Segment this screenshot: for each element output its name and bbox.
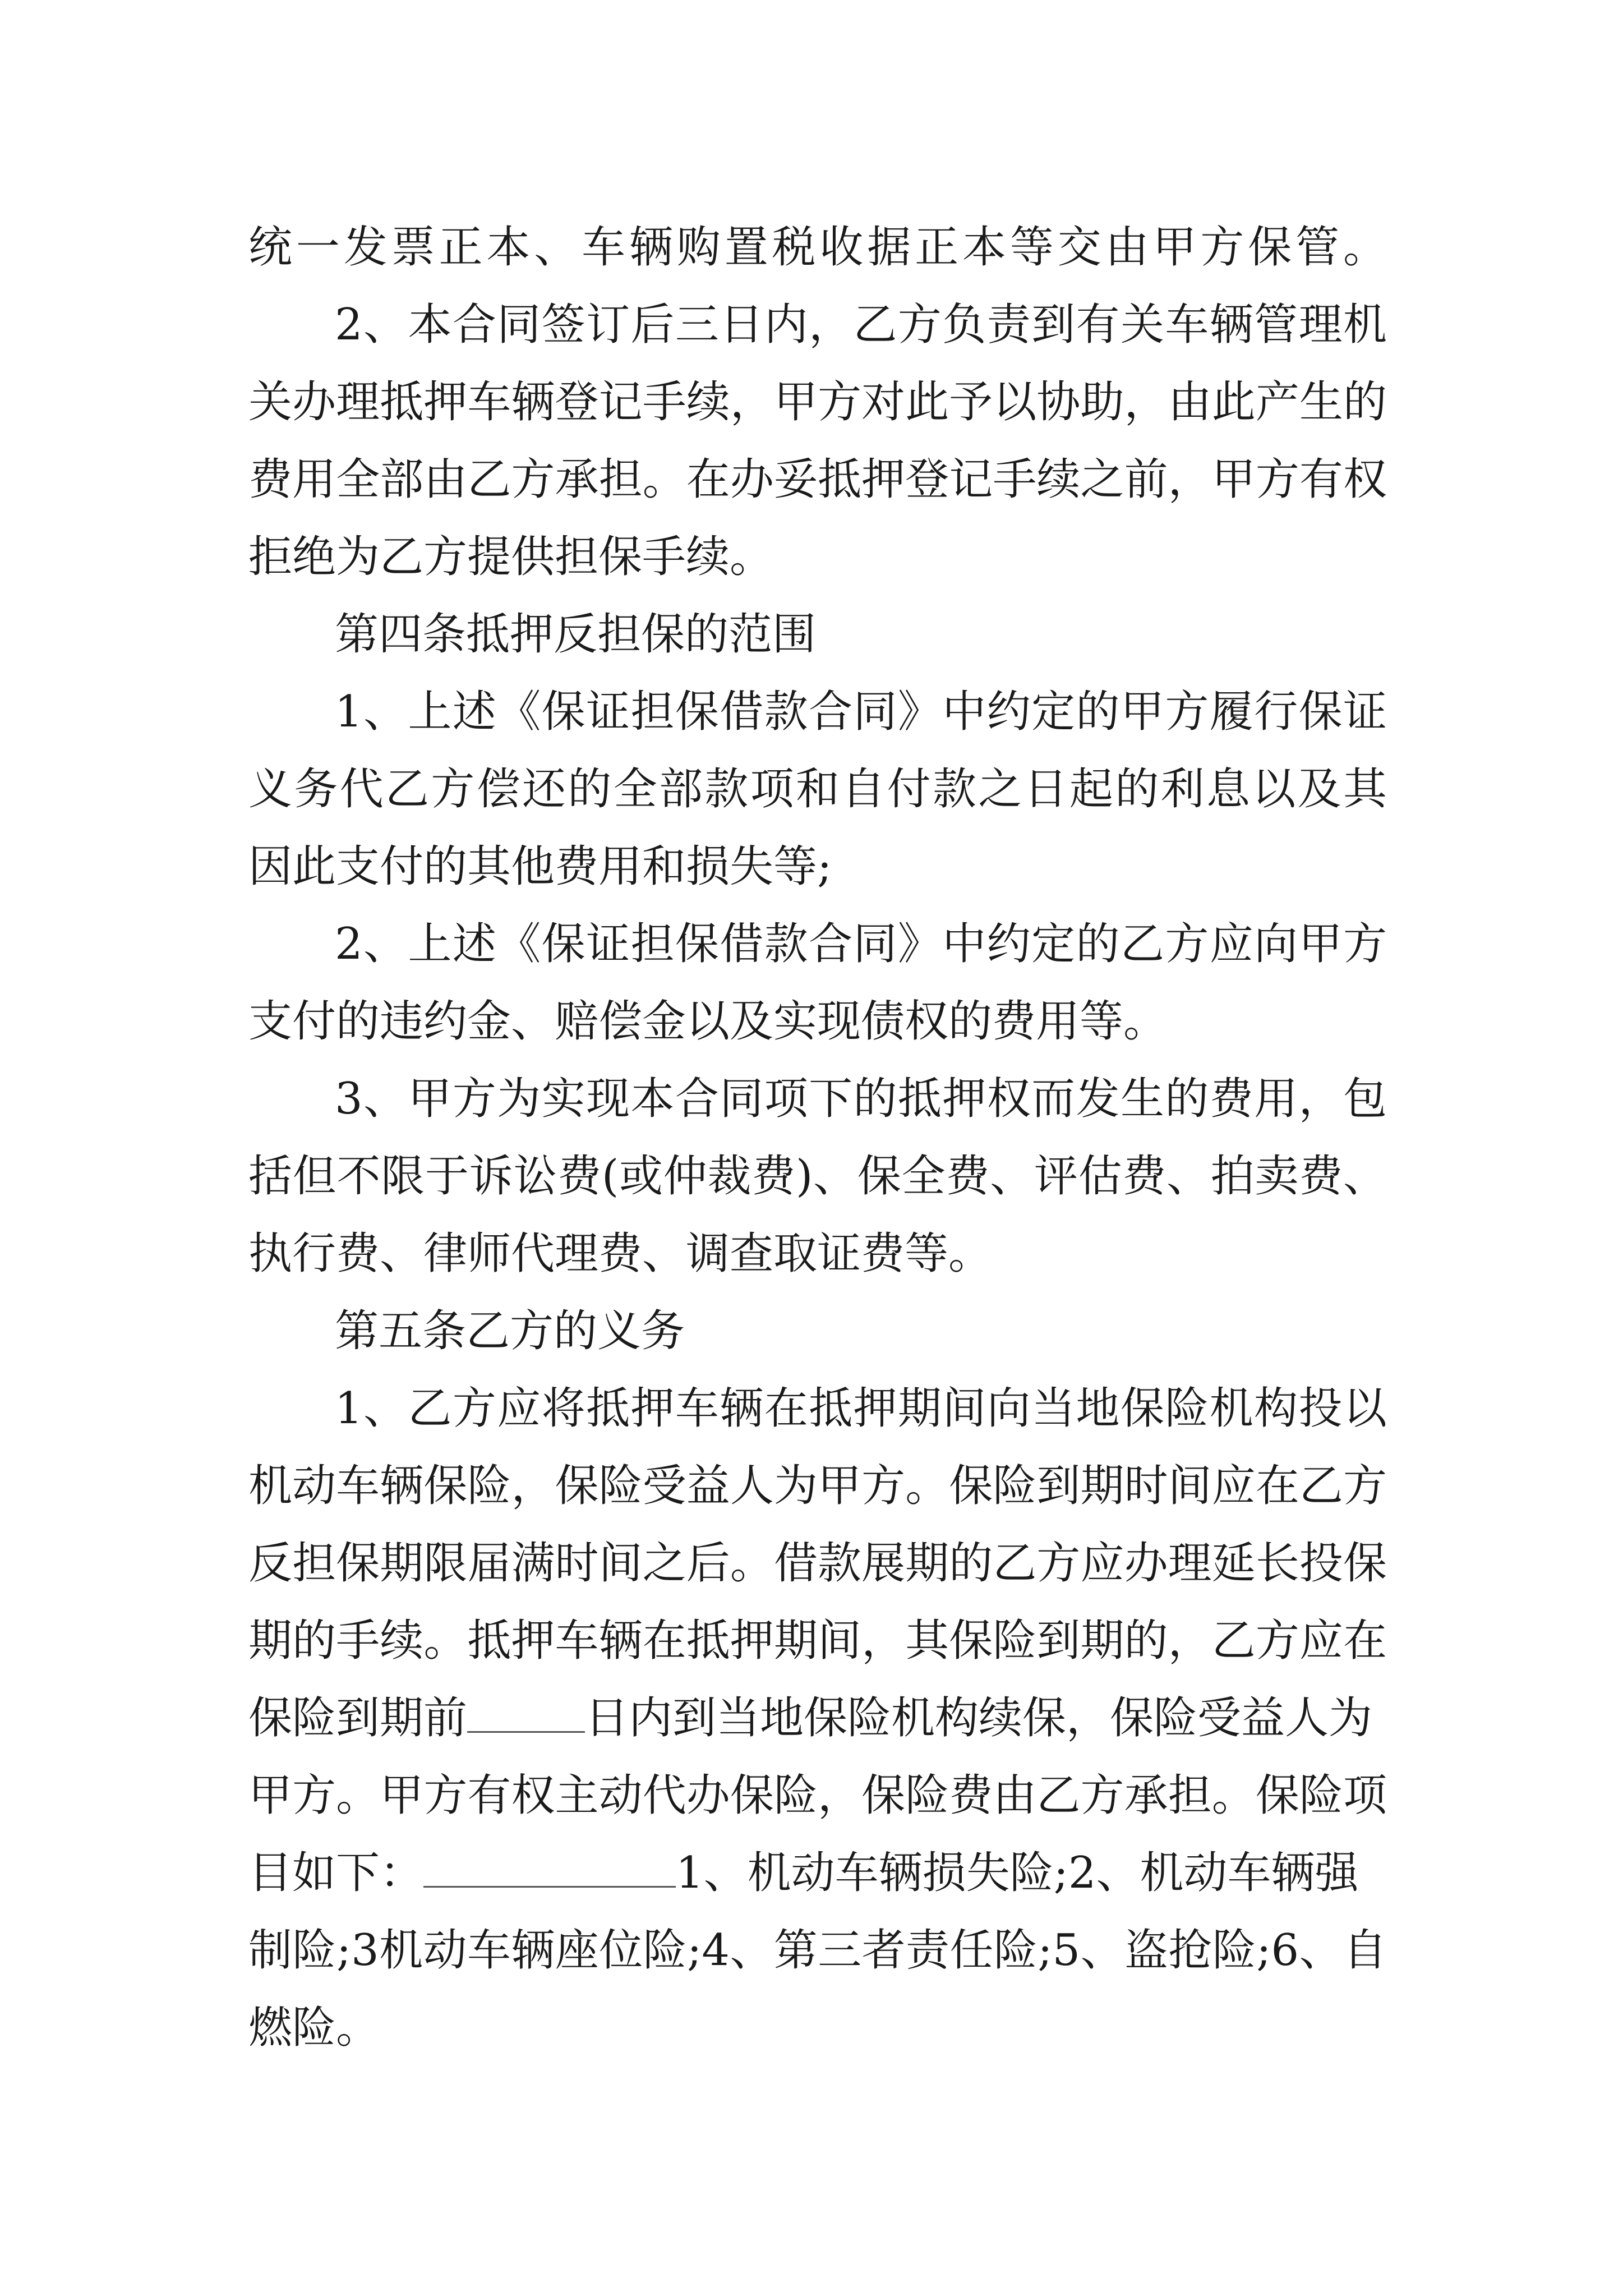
- text-line: 反担保期限届满时间之后。借款展期的乙方应办理延长投保: [248, 1538, 1387, 1589]
- text-line: 2、上述《保证担保借款合同》中约定的乙方应向甲方: [335, 919, 1387, 969]
- text-line: 费用全部由乙方承担。在办妥抵押登记手续之前，甲方有权: [248, 454, 1387, 505]
- fill-in-blank-items[interactable]: [423, 1847, 676, 1888]
- text-segment: 保险到期前: [248, 1693, 468, 1743]
- text-line: [248, 1680, 1387, 1757]
- document-body: [248, 209, 1387, 2067]
- text-line: 因此支付的其他费用和损失等;: [248, 841, 832, 892]
- text-line: 1、上述《保证担保借款合同》中约定的甲方履行保证: [335, 687, 1387, 737]
- text-line: 义务代乙方偿还的全部款项和自付款之日起的利息以及其: [248, 764, 1387, 815]
- text-line: 制险;3机动车辆座位险;4、第三者责任险;5、盗抢险;6、自: [248, 1925, 1387, 1976]
- text-line: 机动车辆保险，保险受益人为甲方。保险到期时间应在乙方: [248, 1461, 1387, 1511]
- section-heading-4: 第四条抵押反担保的范围: [335, 609, 817, 660]
- text-line: 关办理抵押车辆登记手续，甲方对此予以协助，由此产生的: [248, 377, 1387, 427]
- text-line: [248, 1834, 1387, 1912]
- text-segment: 目如下：: [248, 1848, 424, 1898]
- text-line: 拒绝为乙方提供担保手续。: [248, 532, 774, 582]
- text-line: 3、甲方为实现本合同项下的抵押权而发生的费用，包: [335, 1074, 1387, 1124]
- text-line: 支付的违约金、赔偿金以及实现债权的费用等。: [248, 996, 1168, 1047]
- text-line: 括但不限于诉讼费(或仲裁费)、保全费、评估费、拍卖费、: [248, 1151, 1387, 1202]
- text-segment: 日内到当地保险机构续保，保险受益人为: [585, 1693, 1373, 1743]
- text-line: 甲方。甲方有权主动代办保险，保险费由乙方承担。保险项: [248, 1770, 1387, 1821]
- text-line: 燃险。: [248, 2003, 380, 2053]
- text-line: 执行费、律师代理费、调查取证费等。: [248, 1228, 993, 1279]
- text-line: 2、本合同签订后三日内，乙方负责到有关车辆管理机: [335, 300, 1387, 350]
- text-line: 期的手续。抵押车辆在抵押期间，其保险到期的，乙方应在: [248, 1616, 1387, 1666]
- text-line: 1、乙方应将抵押车辆在抵押期间向当地保险机构投以: [335, 1383, 1387, 1434]
- section-heading-5: 第五条乙方的义务: [335, 1306, 685, 1356]
- text-line: 统一发票正本、车辆购置税收据正本等交由甲方保管。: [248, 222, 1387, 273]
- text-segment: 1、机动车辆损失险;2、机动车辆强: [676, 1848, 1359, 1898]
- fill-in-blank-days[interactable]: [467, 1692, 585, 1733]
